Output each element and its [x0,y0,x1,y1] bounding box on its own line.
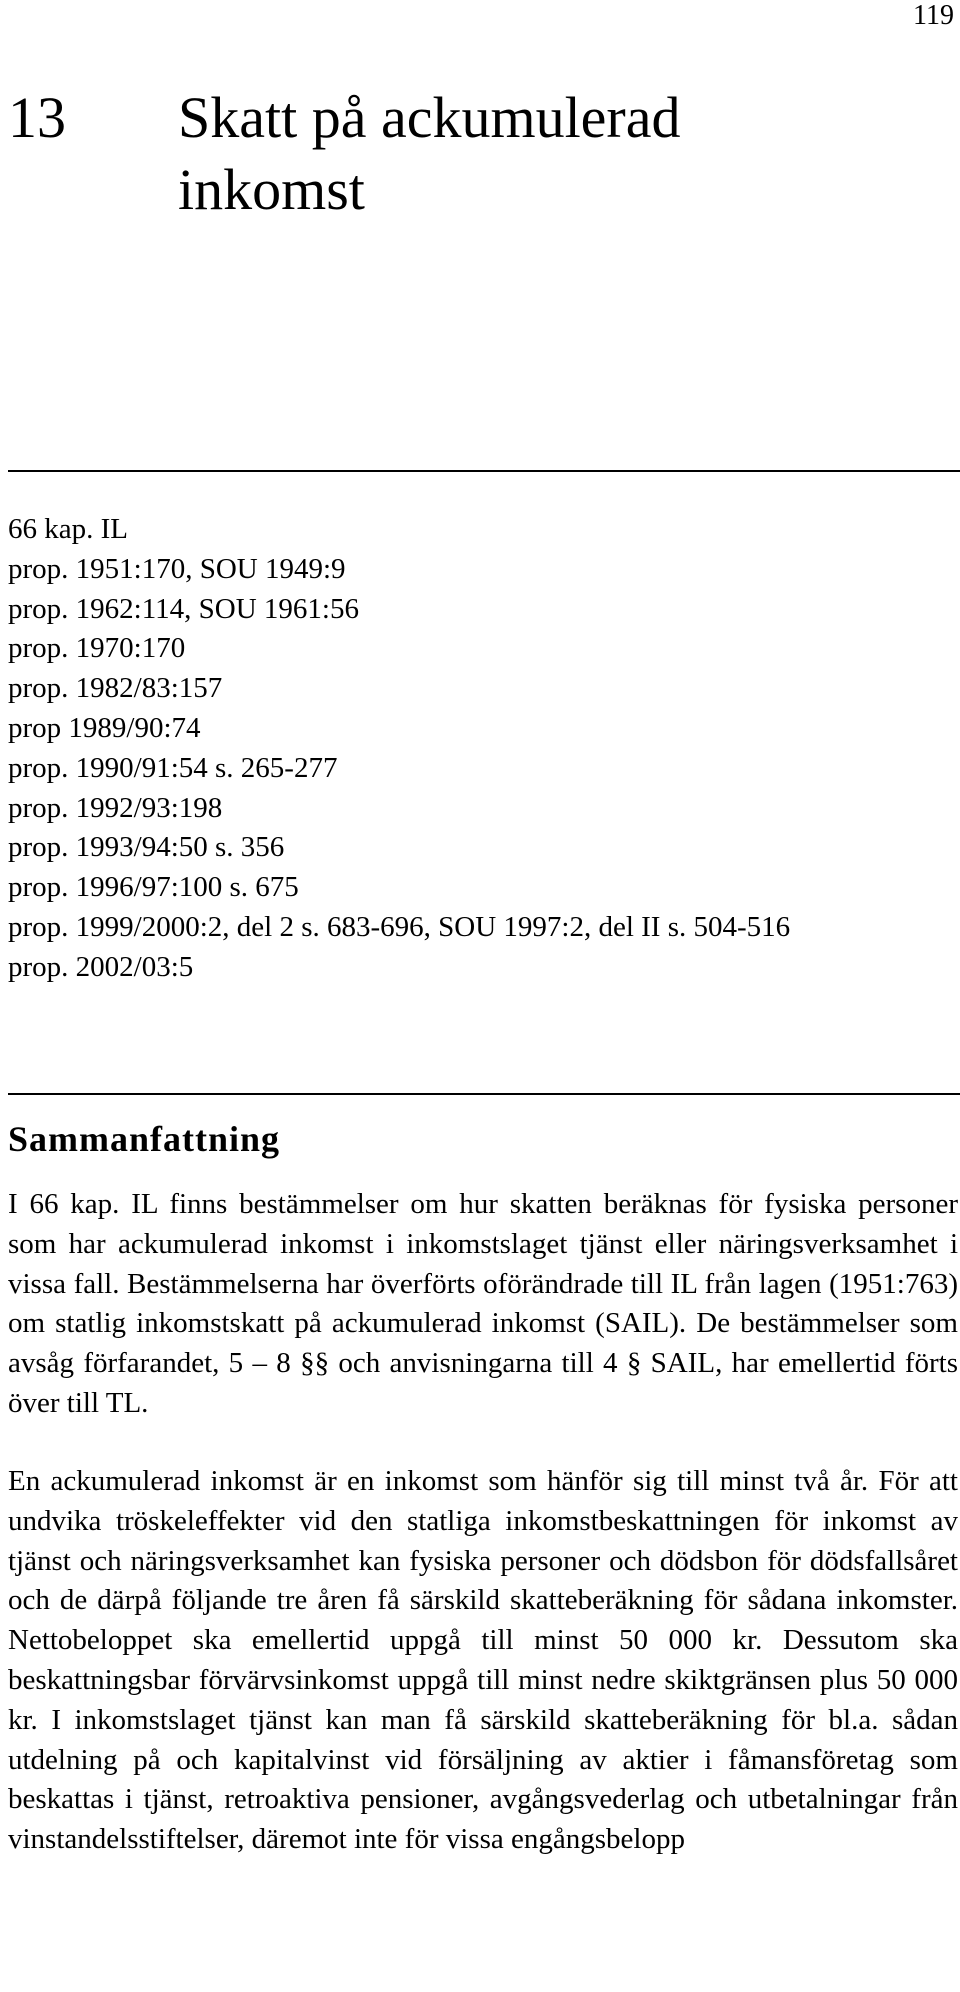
chapter-number: 13 [8,85,66,150]
reference-item: prop. 1951:170, SOU 1949:9 [8,552,346,585]
reference-item: prop. 1990/91:54 s. 265-277 [8,751,338,784]
reference-item: 66 kap. IL [8,513,128,545]
section-divider [8,1093,960,1095]
reference-list [8,510,948,988]
section-heading: Sammanfattning [8,1119,281,1159]
body-paragraph: I 66 kap. IL finns bestämmelser om hur skatten beräknas för fysiska personer som har ackumulerad inkomst i inkomstslaget tjänst eller näringsverksamhet i vissa fall. Bestämmelserna har överförts oförändrade till IL från lagen (1951:763) om statlig inkomstskatt på ackumulerad inkomst (SAIL). De bestämmelser som avsåg förfarandet, 5 – 8 §§ och anvisningarna till 4 § SAIL, har emellertid förts över till TL. [8,1188,958,1419]
reference-item: prop. 1999/2000:2, del 2 s. 683-696, SOU 1997:2, del II s. 504-516 [8,910,791,943]
body-paragraph: En ackumulerad inkomst är en inkomst som hänför sig till minst två år. För att undvika tröskeleffekter vid den statliga inkomstbeskattningen för inkomst av tjänst och näringsverksamhet kan fysiska personer och dödsbon för dödsfallsåret och de därpå följande tre åren få särskild skatteberäkning för sådana inkomster. Nettobeloppet ska emellertid uppgå till minst 50 000 kr. Dessutom ska beskattningsbar förvärvsinkomst uppgå till minst nedre skiktgränsen plus 50 000 kr. I inkomstslaget tjänst kan man få särskild skatteberäkning för bl.a. sådan utdelning på och kapitalvinst vid försäljning av aktier i fåmansföretag som beskattas i tjänst, retroaktiva pensioner, avgångsvederlag och utbetalningar från vinstandelsstiftelser, däremot inte för vissa engångsbelopp [8,1465,958,1856]
reference-item: prop. 1993/94:50 s. 356 [8,831,285,864]
reference-item: prop. 2002/03:5 [8,950,194,983]
reference-item: prop. 1996/97:100 s. 675 [8,871,299,904]
reference-item: prop. 1992/93:198 [8,791,223,824]
reference-item: prop. 1982/83:157 [8,672,223,705]
page-number: 119 [913,0,954,31]
reference-item: prop 1989/90:74 [8,711,201,744]
chapter-title: Skatt på ackumulerad inkomst [178,85,681,222]
reference-item: prop. 1970:170 [8,632,186,665]
top-divider [8,470,960,472]
reference-item: prop. 1962:114, SOU 1961:56 [8,592,359,625]
